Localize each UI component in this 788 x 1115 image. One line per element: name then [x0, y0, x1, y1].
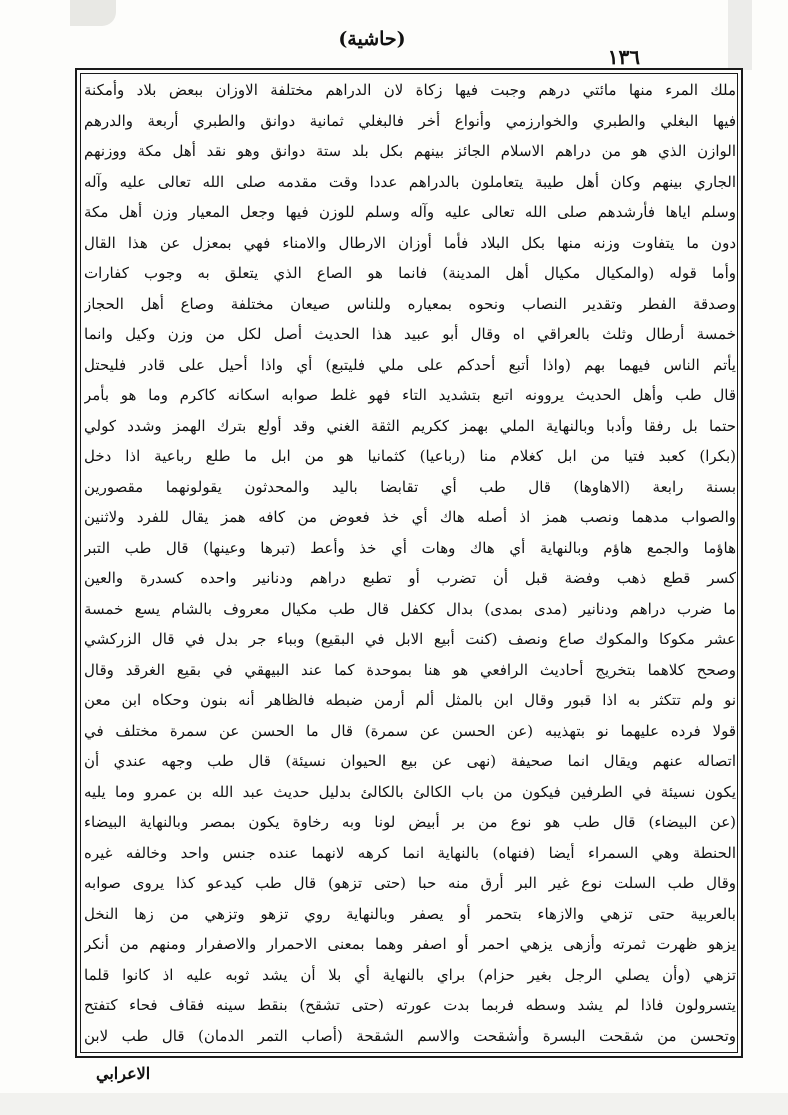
- text-line: وأما قوله (والمكيال مكيال أهل المدينة) فانما هو الصاع الذي يتعلق به وجوب كفارات: [84, 264, 736, 282]
- text-line: وقال طب السلت نوع غير البر أرق منه حبا (حتى تزهو) قال طب كيدعو كذا يروى صوابه: [84, 874, 736, 892]
- text-line: قولا فرده عليهما نو بتهذيبه (عن الحسن عن سمرة) قال ما الحسن عن سمرة مختلف في: [84, 721, 736, 740]
- text-line: تزهي (وأن يصلي الرجل بغير حزام) براي بالنهاية أي بلا أن يشد ثوبه عليه اذ كانوا قلما: [84, 965, 736, 984]
- text-line: (بكرا) كعبد فتيا من ابل كغلام منا (رباعيا) كثمانيا هو من ابل ما طلع رباعية اذا دخل: [84, 447, 736, 465]
- page-header-label: (حاشية): [338, 28, 406, 50]
- text-line: يأتم الناس فيهما بهم (واذا أتبع أحدكم على ملي فليتبع) أي واذا أحيل على قادر فليحتل: [84, 355, 736, 374]
- text-line: هاؤما والجمع هاؤم وبالنهاية أي هاك وهات أي خذ وأعط (تبرها وعينها) قال طب التبر: [84, 538, 736, 557]
- text-line: والصواب مدهما ونصب همز اذ أصله هاك أي خذ فعوض من كافه همز يقال للفرد ولاثنين: [84, 508, 736, 526]
- paper-edge-shadow: [728, 0, 752, 70]
- scan-bottom-edge: [0, 1093, 788, 1115]
- text-line: وتحسن من شقحت البسرة وأشقحت والاسم الشقحة (أصاب التمر الدمان) قال طب لابن: [84, 1026, 736, 1045]
- text-line: فيها البغلي والطبري والخوارزمي وأنواع أخر فالبغلي ثمانية دوانق والطبري أربعة والدرهم: [84, 111, 736, 130]
- text-line: ما ضرب دراهم ودنانير (مدى بمدى) بدال ككفل قال طب مكيال معروف بالشام يسع خمسة: [84, 599, 736, 618]
- text-line: خمسة أرطال وثلث بالعراقي اه وقال أبو عبيد هذا الحديث أصل لكل من وزن وكيل وانما: [84, 325, 736, 343]
- text-line: وصدقة الفطر وتقدير النصاب ونحوه بمعياره وللناس صيعان مختلفة وصاع أهل الحجاز: [84, 294, 736, 313]
- text-line: (عن البيضاء) قال طب هو نوع من بر أبيض لونا وبه رخاوة يكون بمصر وبالنهاية البيضاء: [84, 813, 736, 831]
- text-line: اتصاله عنهم ويقال انما صحيفة (نهى عن بيع الحيوان نسيئة) قال طب وجهه عندي أن: [84, 752, 736, 770]
- body-text: [84, 74, 736, 1050]
- text-line: يتسرولون فاذا لم يشد وسطه فربما بدت عورته (حتى تشقح) بنقط سينه فقاف فحاء كتفتح: [84, 996, 736, 1014]
- text-line: يكون نسيئة في الطرفين فيكون من باب الكالئ بالكالئ بدليل حديث عبد الله بن عمرو وما يليه: [84, 782, 736, 801]
- text-line: الجاري بينهم وكان أهل طيبة يتعاملون بالدراهم عددا وقت مقدمه صلى الله تعالى عليه وآله: [84, 172, 736, 191]
- paper-edge-notch: [70, 0, 116, 26]
- text-line: قال طب وأهل الحديث يروونه اتبع بتشديد التاء فهو غلط صوابه اسكانه كاكرم وما هو بأمر: [84, 386, 736, 404]
- text-line: عشر مكوكا والمكوك صاع ونصف (كنت أبيع الابل في البقيع) وبباء جر بدل في قال الزركشي: [84, 630, 736, 648]
- text-line: حتما بل رفقا وأدبا وبالنهاية الملي بهمز ككريم الثقة الغني وقد أولع بترك الهمز وشدد كولي: [84, 416, 736, 435]
- text-line: يزهو ظهرت ثمرته وأزهى يزهي احمر أو اصفر وهما بمعنى الاحمرار والاصفرار ومنهم من أنكر: [84, 935, 736, 953]
- text-line: الوازن الذي هو من دراهم الاسلام الجائز بينهم بكل بلد ستة دوانق وهو نقد أهل مكة ووزنهم: [84, 142, 736, 160]
- text-line: وسلم اياها فأرشدهم صلى الله تعالى عليه وآله وسلم للوزن فيها وجعل المعيار وزن أهل مكة: [84, 203, 736, 221]
- text-line: بسنة رابعة (الاهاوها) قال طب أي تقابضا باليد والمحدثون يقولونهما مقصورين: [84, 477, 736, 496]
- page-number: ١٣٦: [607, 45, 640, 69]
- text-line: نو ولم تتكثر به اذا قبور وقال ابن بالمثل ألم أرمن ضبطه فالظاهر أنه بنون وحكاه ابن معن: [84, 691, 736, 709]
- text-line: بالعربية حتى تزهي والازهاء بتحمر أو يصفر وبالنهاية روي تزهو وتزهي من زها النخل: [84, 904, 736, 923]
- text-line: ملك المرء منها مائتي درهم وجبت فيها زكاة لان الدراهم مختلفة الاوزان ببعض بلاد وأمكنة: [84, 81, 736, 99]
- text-line: دون ما يتفاوت وزنه منها بكل البلاد فأما أوزان الارطال والامناء فهي بمعزل عن هذا القال: [84, 233, 736, 252]
- text-line: كسر قطع ذهب وفضة قبل أن تضرب أو تطبع دراهم ودنانير واحده كسدرة والعين: [84, 569, 736, 587]
- text-line: وصحح كلاهما بتخريج أحاديث الرافعي هو هنا بموحدة كما عند البيهقي في بقيع الغرقد وقال: [84, 660, 736, 679]
- text-line: الحنطة وهي السمراء أيضا (فنهاه) بالنهاية انما كرهه لانهما عنده جنس واحد وخالفه غيره: [84, 843, 736, 862]
- catchword: الاعرابي: [96, 1064, 151, 1083]
